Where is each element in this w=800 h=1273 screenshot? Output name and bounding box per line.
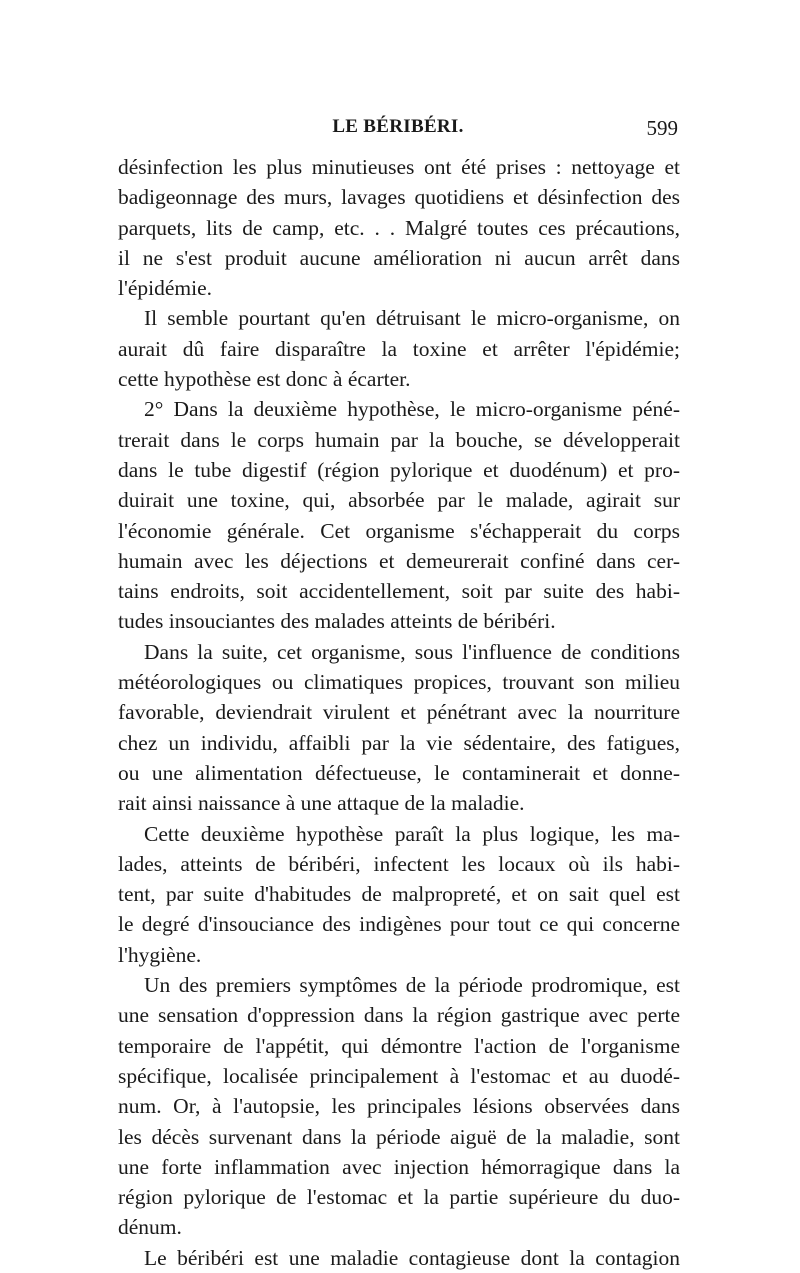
text-line: rait ainsi naissance à une attaque de la maladie.: [118, 791, 525, 816]
text-line: météorologiques ou climatiques propices, trouvant son milieu: [118, 670, 680, 695]
text-line: chez un individu, affaibli par la vie sédentaire, des fatigues,: [118, 730, 680, 755]
text-line: l'épidémie.: [118, 276, 213, 301]
text-line: cette hypothèse est donc à écarter.: [118, 367, 411, 392]
text-line: Le béribéri est une maladie contagieuse dont la contagion: [144, 1245, 680, 1270]
text-line: région pylorique de l'estomac et la partie supérieure du duo-: [118, 1185, 680, 1210]
text-line: le degré d'insouciance des indigènes pour tout ce qui concerne: [118, 912, 680, 937]
text-line: badigeonnage des murs, lavages quotidiens et désinfection des: [118, 185, 680, 210]
running-title: LE BÉRIBÉRI.: [332, 116, 464, 137]
text-line: tudes insouciantes des malades atteints de béribéri.: [118, 609, 556, 634]
body-text: [118, 152, 680, 1273]
text-line: dans le tube digestif (région pylorique et duodénum) et pro-: [118, 457, 680, 482]
text-line: lades, atteints de béribéri, infectent les locaux où ils habi-: [118, 851, 680, 876]
running-header: [118, 116, 678, 142]
text-line: num. Or, à l'autopsie, les principales lésions observées dans: [118, 1094, 680, 1119]
text-line: une sensation d'oppression dans la région gastrique avec perte: [118, 1003, 680, 1028]
text-line: 2° Dans la deuxième hypothèse, le micro-organisme péné-: [144, 397, 680, 422]
text-line: l'économie générale. Cet organisme s'échapperait du corps: [118, 518, 680, 543]
text-line: ou une alimentation défectueuse, le contaminerait et donne-: [118, 760, 680, 785]
text-line: duirait une toxine, qui, absorbée par le malade, agirait sur: [118, 488, 680, 513]
text-line: trerait dans le corps humain par la bouche, se développerait: [118, 427, 680, 452]
text-line: l'hygiène.: [118, 942, 202, 967]
text-line: humain avec les déjections et demeurerait confiné dans cer-: [118, 548, 680, 573]
text-line: temporaire de l'appétit, qui démontre l'action de l'organisme: [118, 1033, 680, 1058]
text-line: favorable, deviendrait virulent et pénétrant avec la nourriture: [118, 700, 680, 725]
text-line: il ne s'est produit aucune amélioration ni aucun arrêt dans: [118, 245, 680, 270]
text-line: tains endroits, soit accidentellement, soit par suite des habi-: [118, 579, 680, 604]
page-number: 599: [646, 116, 678, 140]
text-line: une forte inflammation avec injection hémorragique dans la: [118, 1154, 680, 1179]
text-line: spécifique, localisée principalement à l'estomac et au duodé-: [118, 1063, 680, 1088]
text-line: Un des premiers symptômes de la période prodromique, est: [144, 973, 680, 998]
text-line: parquets, lits de camp, etc. . . Malgré toutes ces précautions,: [118, 215, 680, 240]
text-line: aurait dû faire disparaître la toxine et arrêter l'épidémie;: [118, 336, 680, 361]
text-line: les décès survenant dans la période aiguë de la maladie, sont: [118, 1124, 680, 1149]
text-line: dénum.: [118, 1215, 182, 1240]
text-line: Dans la suite, cet organisme, sous l'influence de conditions: [144, 639, 680, 664]
text-line: tent, par suite d'habitudes de malpropreté, et on sait quel est: [118, 882, 680, 907]
text-line: Cette deuxième hypothèse paraît la plus logique, les ma-: [144, 821, 680, 846]
text-line: Il semble pourtant qu'en détruisant le micro-organisme, on: [144, 306, 680, 331]
text-line: désinfection les plus minutieuses ont été prises : nettoyage et: [118, 155, 680, 179]
